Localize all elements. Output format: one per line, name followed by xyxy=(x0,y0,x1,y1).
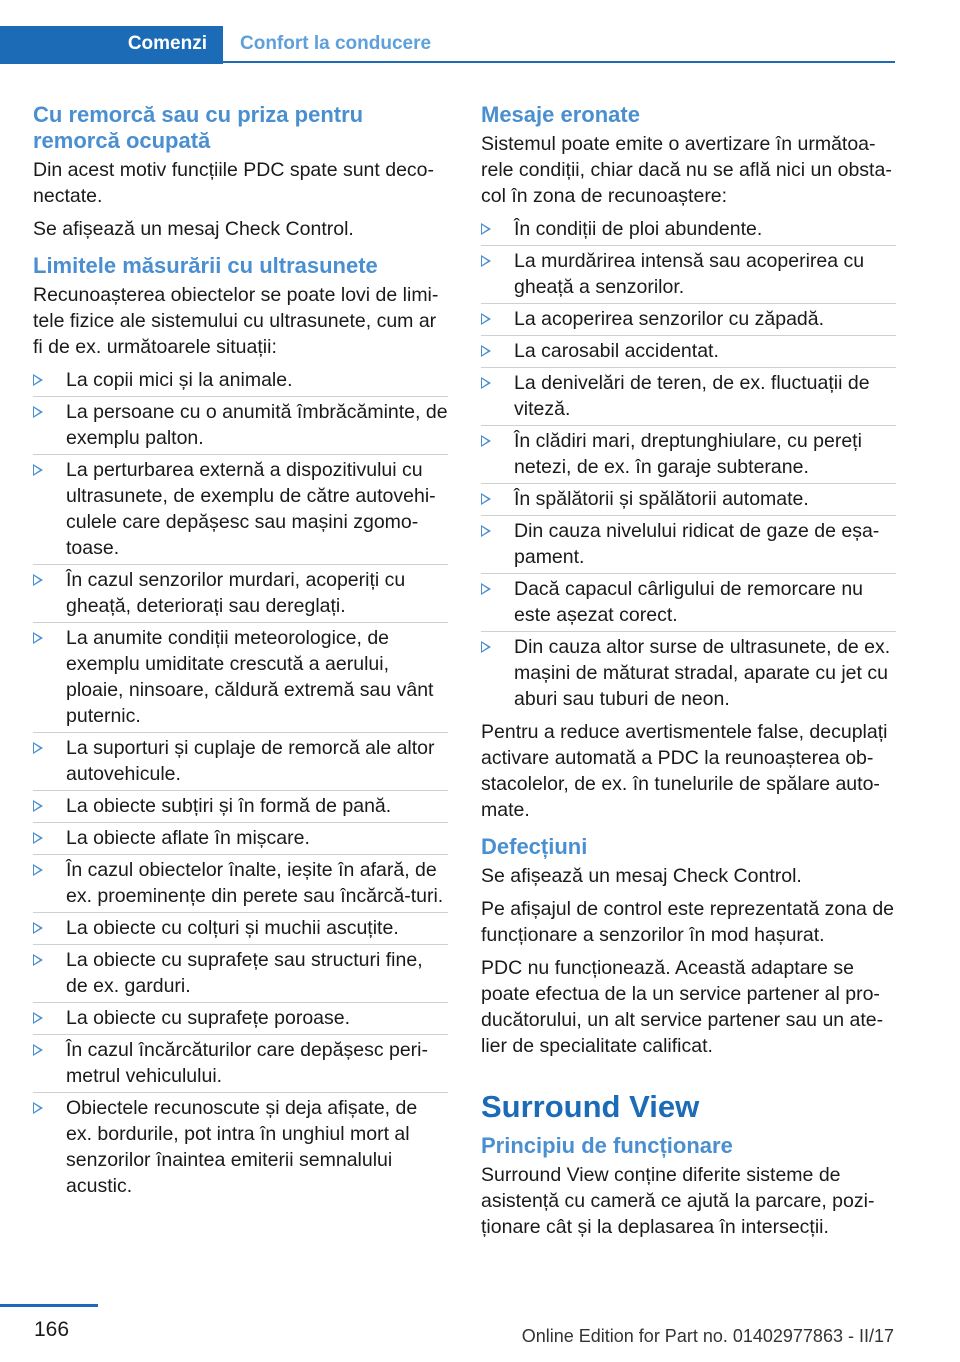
list-item-text: La obiecte cu colțuri și muchii ascuțite. xyxy=(66,917,399,939)
header-divider xyxy=(223,61,895,63)
list-item xyxy=(481,338,896,364)
errors-intro: Sistemul poate emite o avertizare în următoa‐rele condiții, chiar dacă nu se află nici un obsta‐col în zona de recunoaștere: xyxy=(481,133,892,207)
footer-rule xyxy=(0,1304,98,1307)
errors-list xyxy=(481,216,896,712)
principle-paragraph: Surround View conține diferite sisteme de asistență cu cameră ce ajută la parcare, pozi‐ționare cât și la deplasarea în intersecții. xyxy=(481,1164,875,1238)
bullet-triangle-icon xyxy=(33,742,43,754)
list-item xyxy=(33,457,448,561)
page-number: 166 xyxy=(34,1318,70,1341)
right-column xyxy=(481,102,896,1247)
list-item xyxy=(33,1095,448,1199)
list-item-text: La obiecte subțiri și în formă de pană. xyxy=(66,795,392,817)
list-item xyxy=(33,567,448,619)
list-item xyxy=(481,576,896,628)
limits-intro: Recunoașterea obiectelor se poate lovi de limi‐tele fizice ale sistemului cu ultrasunete, cum ar fi de ex. următoarele situații: xyxy=(33,284,439,358)
principle-heading: Principiu de funcționare xyxy=(481,1133,733,1158)
list-item xyxy=(33,1005,448,1031)
faults-paragraph-2: Pe afișajul de control este reprezentată zona de funcționare a senzorilor în mod hașurat. xyxy=(481,898,895,946)
faults-paragraph-3: PDC nu funcționează. Această adaptare se poate efectua de la un service partener al pro‐ducătorului, un alt service partener sau un ate‐lier de specialitate calificat. xyxy=(481,957,884,1057)
bullet-triangle-icon xyxy=(33,954,43,966)
bullet-triangle-icon xyxy=(33,406,43,418)
bullet-triangle-icon xyxy=(33,922,43,934)
list-item xyxy=(481,428,896,480)
list-item xyxy=(33,857,448,909)
list-item-text: În cazul încărcăturilor care depășesc peri‐metrul vehiculului. xyxy=(66,1039,428,1087)
list-item-text: La persoane cu o anumită îmbrăcăminte, de exemplu palton. xyxy=(66,401,448,449)
list-item xyxy=(33,367,448,393)
list-item xyxy=(33,1037,448,1089)
list-item xyxy=(33,915,448,941)
bullet-triangle-icon xyxy=(33,464,43,476)
list-item-text: În spălătorii și spălătorii automate. xyxy=(514,488,809,510)
list-item-text: La copii mici și la animale. xyxy=(66,369,293,391)
bullet-triangle-icon xyxy=(481,223,491,235)
list-item xyxy=(481,486,896,512)
list-item-text: În condiții de ploi abundente. xyxy=(514,218,763,240)
trailer-paragraph-1: Din acest motiv funcțiile PDC spate sunt deco‐nectate. xyxy=(33,159,435,207)
bullet-triangle-icon xyxy=(481,377,491,389)
bullet-triangle-icon xyxy=(481,525,491,537)
header-tab-confort: Confort la conducere xyxy=(240,33,432,54)
errors-outro: Pentru a reduce avertismentele false, decuplați activare automată a PDC la reunoașterea ob‐stacolelor, de ex. în tunelurile de spălare auto‐mate. xyxy=(481,721,888,821)
list-item xyxy=(481,248,896,300)
list-item-text: La anumite condiții meteorologice, de exemplu umiditate crescută a aerului, ploaie, ninsoare, căldură extremă sau vânt puternic. xyxy=(66,627,434,727)
list-item-text: Din cauza altor surse de ultrasunete, de ex. mașini de măturat stradal, aparate cu jet cu aburi sau tuburi de neon. xyxy=(514,636,891,710)
list-item-text: În clădiri mari, dreptunghiulare, cu pereți netezi, de ex. în garaje subterane. xyxy=(514,430,862,478)
list-item xyxy=(33,399,448,451)
left-column xyxy=(33,102,448,1206)
list-item-text: La obiecte cu suprafețe sau structuri fine, de ex. garduri. xyxy=(66,949,423,997)
limits-list xyxy=(33,367,448,1199)
trailer-heading: Cu remorcă sau cu priza pentru remorcă ocupată xyxy=(33,102,364,153)
bullet-triangle-icon xyxy=(481,583,491,595)
bullet-triangle-icon xyxy=(481,313,491,325)
bullet-triangle-icon xyxy=(33,1012,43,1024)
list-item xyxy=(33,793,448,819)
list-item xyxy=(33,625,448,729)
bullet-triangle-icon xyxy=(33,574,43,586)
bullet-triangle-icon xyxy=(33,864,43,876)
list-item xyxy=(33,735,448,787)
bullet-triangle-icon xyxy=(481,641,491,653)
list-item-text: La carosabil accidentat. xyxy=(514,340,719,362)
list-item-text: Dacă capacul cârligului de remorcare nu este așezat corect. xyxy=(514,578,864,626)
list-item xyxy=(33,825,448,851)
bullet-triangle-icon xyxy=(33,374,43,386)
faults-heading: Defecțiuni xyxy=(481,834,588,859)
list-item xyxy=(33,947,448,999)
list-item xyxy=(481,306,896,332)
bullet-triangle-icon xyxy=(481,493,491,505)
list-item-text: La obiecte aflate în mișcare. xyxy=(66,827,310,849)
list-item xyxy=(481,216,896,242)
trailer-paragraph-2: Se afișează un mesaj Check Control. xyxy=(33,218,354,240)
list-item xyxy=(481,518,896,570)
bullet-triangle-icon xyxy=(481,255,491,267)
list-item-text: În cazul obiectelor înalte, ieșite în afară, de ex. proeminențe din perete sau încărcă‐turi. xyxy=(66,859,444,907)
list-item-text: La acoperirea senzorilor cu zăpadă. xyxy=(514,308,825,330)
list-item-text: La obiecte cu suprafețe poroase. xyxy=(66,1007,351,1029)
list-item-text: La perturbarea externă a dispozitivului cu ultrasunete, de exemplu de către autovehi‐culele care depășesc sau mașini zgomo‐toase. xyxy=(66,459,436,559)
list-item xyxy=(481,370,896,422)
bullet-triangle-icon xyxy=(33,1044,43,1056)
bullet-triangle-icon xyxy=(481,435,491,447)
bullet-triangle-icon xyxy=(33,800,43,812)
list-item-text: La denivelări de teren, de ex. fluctuații de viteză. xyxy=(514,372,870,420)
list-item-text: La murdărirea intensă sau acoperirea cu gheață a senzorilor. xyxy=(514,250,865,298)
list-item-text: La suporturi și cuplaje de remorcă ale altor autovehicule. xyxy=(66,737,435,785)
list-item xyxy=(481,634,896,712)
limits-heading: Limitele măsurării cu ultrasunete xyxy=(33,253,378,278)
bullet-triangle-icon xyxy=(33,632,43,644)
list-item-text: Din cauza nivelului ridicat de gaze de eșa‐pament. xyxy=(514,520,880,568)
bullet-triangle-icon xyxy=(33,832,43,844)
list-item-text: Obiectele recunoscute și deja afișate, de ex. bordurile, pot intra în unghiul mort al senzorilor înaintea emiterii semnalului acustic. xyxy=(66,1097,418,1197)
faults-paragraph-1: Se afișează un mesaj Check Control. xyxy=(481,865,802,887)
edition-text: Online Edition for Part no. 01402977863 - II/17 xyxy=(521,1326,894,1346)
surround-view-title: Surround View xyxy=(481,1089,700,1124)
header-tab-comenzi: Comenzi xyxy=(127,33,207,54)
list-item-text: În cazul senzorilor murdari, acoperiți cu gheață, deteriorați sau dereglați. xyxy=(66,569,406,617)
errors-heading: Mesaje eronate xyxy=(481,102,640,127)
bullet-triangle-icon xyxy=(33,1102,43,1114)
bullet-triangle-icon xyxy=(481,345,491,357)
